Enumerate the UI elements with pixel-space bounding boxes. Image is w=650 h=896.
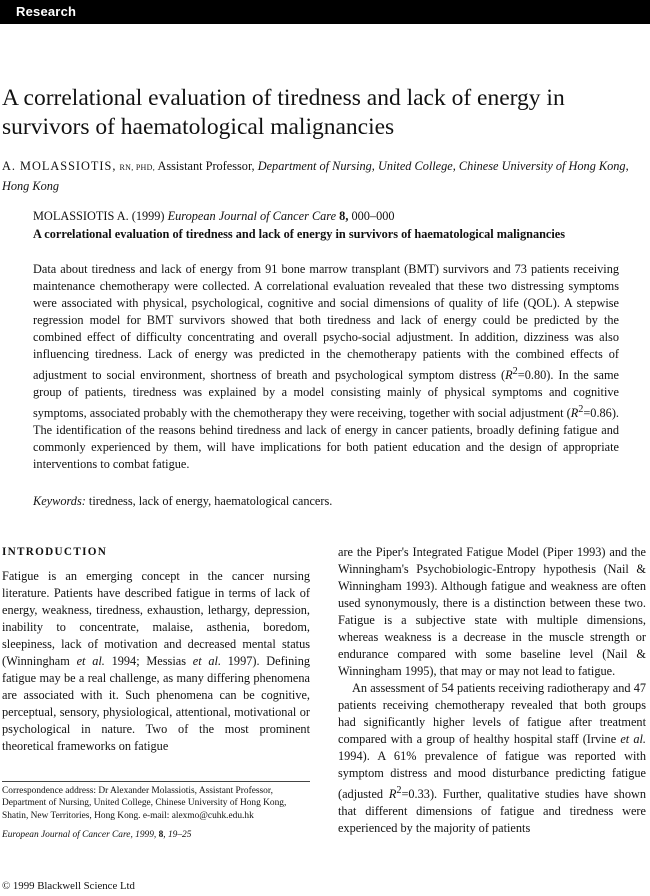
footnote-divider [2, 781, 310, 782]
et-al: et al. [76, 654, 105, 668]
intro-paragraph-2 [338, 680, 646, 837]
author-position: Assistant Professor, [157, 159, 255, 173]
citation-journal: European Journal of Cancer Care [167, 209, 337, 223]
abstract-r2-value-1: =0.80 [517, 368, 547, 383]
author-degrees: RN, PHD, [119, 163, 156, 172]
abstract [33, 261, 619, 473]
intro-text: 1997). Defining fatigue may be a real challenge, as many differing phenomena are associated with it. Such phenomena can be cognitive, perceptual, sensory, physiological, attentional, motivational or psychological in nature. Two of the most prominent theoretical frameworks on fatigue [2, 654, 311, 753]
author-line [2, 157, 642, 195]
article-title: A correlational evaluation of tiredness and lack of energy in survivors of haematological malignancies [2, 85, 565, 140]
keywords [33, 493, 619, 510]
author-name: A. MOLASSIOTIS, [2, 159, 117, 173]
journal-year: 1999, [132, 830, 159, 840]
journal-name: European Journal of Cancer Care, [2, 830, 133, 840]
intro-text: 1994; Messias [104, 654, 193, 668]
abstract-part-3: ). The identification of the reasons behind tiredness and lack of energy in cancer patients, broadly defining fatigue and commonly experienced by them, will have implications for both patient education and the design of appropriate interventions to combat fatigue. [33, 406, 619, 472]
copyright: © 1999 Blackwell Science Ltd [2, 880, 135, 892]
journal-reference [2, 830, 191, 840]
introduction-heading: INTRODUCTION [2, 546, 108, 558]
abstract-part-1: Data about tiredness and lack of energy from 91 bone marrow transplant (BMT) survivors and 73 patients receiving maintenance chemotherapy were collected. A correlational evaluation revealed that these two distressing symptoms were associated with physical, psychological, cognitive and social dimensions of quality of life (QOL). A stepwise regression model for BMT survivors showed that both tiredness and lack of energy could be predicted by the combined effect of difficulty concentrating and overall psycho-social adjustment. In addition, dizziness was also influencing tiredness. Lack of energy was predicted in the chemotherapy patients with the combined effects of adjustment to social environment, shortness of breath and psychological symptom distress ( [33, 262, 619, 383]
right-column [338, 544, 646, 837]
intro-text: Fatigue is an emerging concept in the cancer nursing literature. Patients have described fatigue in terms of lack of energy, weakness, tiredness, exhaustion, lethargy, depression, inability to concentrate, malaise, asthenia, boredom, sleepiness, lack of motivation and decreased mental status (Winningham [2, 569, 310, 668]
citation-authors: MOLASSIOTIS A. (1999) [33, 209, 165, 223]
r-symbol: R [570, 406, 579, 421]
journal-volume: 8 [158, 830, 164, 840]
r-symbol: R [505, 368, 513, 383]
keywords-text: tiredness, lack of energy, haematological cancers. [88, 494, 333, 508]
citation-pages: 000–000 [351, 209, 395, 223]
r-symbol: R [388, 787, 397, 802]
squared-symbol: 2 [512, 366, 518, 377]
citation-title: A correlational evaluation of tiredness and lack of energy in survivors of haematological malignancies [33, 227, 566, 241]
author-affiliation: Department of Nursing, United College, Chinese University of Hong Kong, Hong Kong [2, 159, 629, 193]
et-al: et al. [192, 654, 222, 668]
intro-text: ). Further, qualitative studies have shown that different dimensions of fatigue and tiredness were experienced by the majority of patients [338, 787, 646, 836]
squared-symbol: 2 [396, 785, 402, 796]
intro-text: An assessment of 54 patients receiving radiotherapy and 47 patients receiving chemotherapy revealed that both groups had significantly higher levels of fatigue after treatment compared with a group of healthy hospital staff (Irvine [338, 681, 646, 746]
section-banner [0, 0, 650, 24]
citation-line [33, 208, 619, 225]
r2-value: =0.33 [401, 787, 430, 802]
section-label: Research [16, 4, 77, 19]
intro-paragraph-1 [2, 568, 310, 755]
intro-text: 1994). A 61% prevalence of fatigue was reported with symptom distress and mood disturbance predicting fatigue (adjusted [338, 749, 646, 802]
et-al: et al. [620, 732, 646, 746]
abstract-r2-value-2: =0.86 [583, 406, 612, 421]
left-column [2, 544, 310, 755]
citation-volume: 8, [339, 209, 349, 223]
journal-pages: , 19–25 [163, 830, 192, 840]
correspondence-address: Correspondence address: Dr Alexander Molassiotis, Assistant Professor, Department of Nursing, United College, Chinese University of Hong Kong, Shatin, New Territories, Hong Kong. e-mail: alexmo@cuhk.edu.hk [2, 786, 287, 821]
intro-paragraph-continued: are the Piper's Integrated Fatigue Model (Piper 1993) and the Winningham's Psychobiologic-Entropy hypothesis (Nail & Winningham 1993). Although fatigue and weakness are often used synonymously, there is a distinction between these two. Fatigue is a subjective state with multiple dimensions, whereas weakness is a decrease in the muscle strength or endurance compared with some baseline level (Nail & Winningham 1995), that may or may not lead to fatigue. [338, 545, 646, 678]
keywords-label: Keywords: [33, 494, 86, 508]
abstract-part-2: ). In the same group of patients, tiredness was explained by a model consisting mainly of physical symptoms and cognitive symptoms, associated probably with the chemotherapy they were receiving, together with social adjustment ( [33, 368, 619, 421]
squared-symbol: 2 [578, 404, 584, 416]
